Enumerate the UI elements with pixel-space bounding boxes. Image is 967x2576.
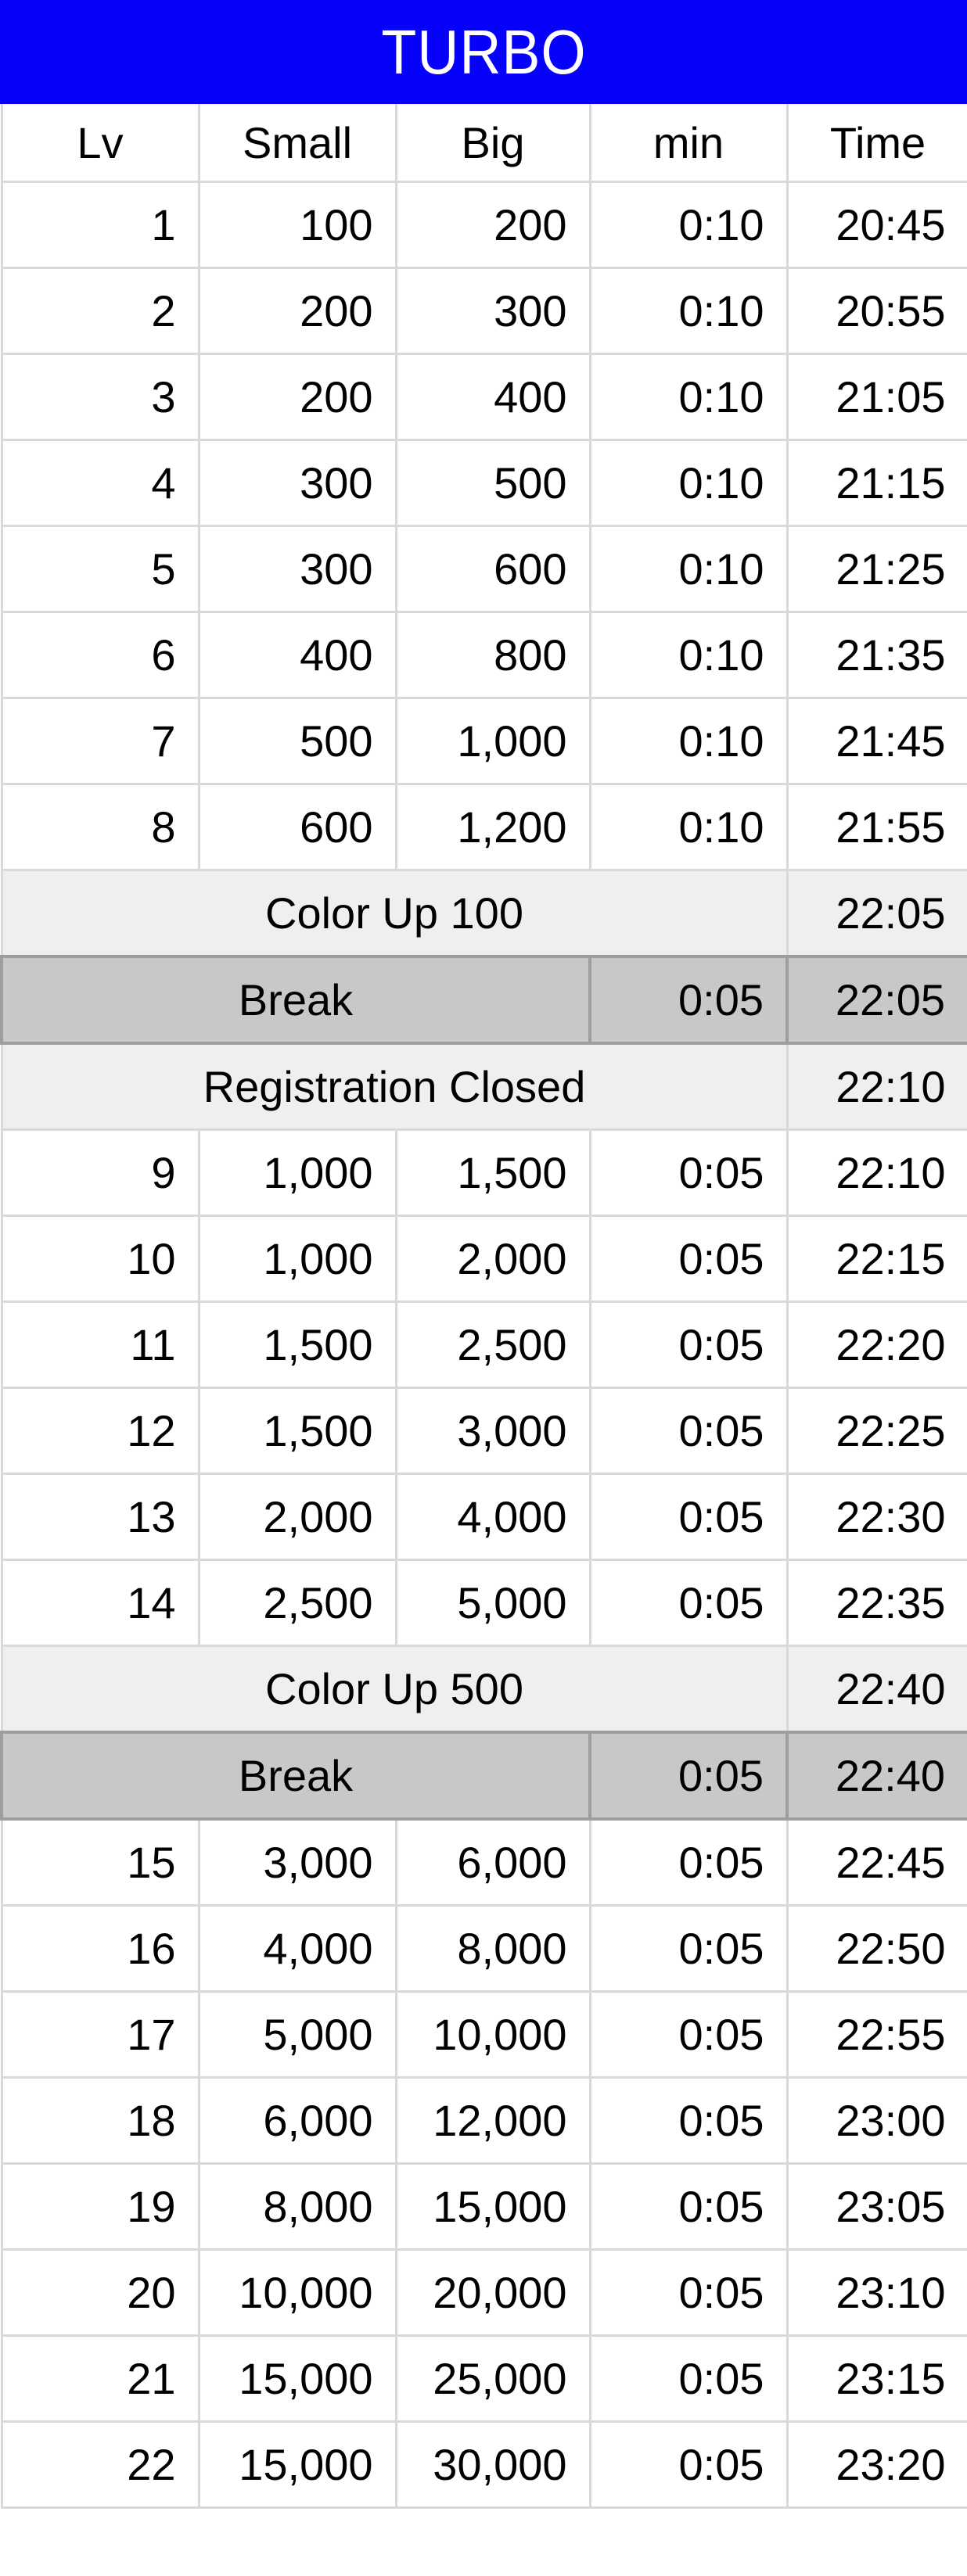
col-header-minutes: min bbox=[590, 104, 787, 182]
small-blind-cell: 5,000 bbox=[199, 1992, 396, 2078]
time-cell: 22:15 bbox=[787, 1216, 967, 1302]
small-blind-cell: 15,000 bbox=[199, 2336, 396, 2422]
table-row-notice bbox=[2, 870, 967, 957]
level-cell: 7 bbox=[2, 698, 199, 784]
minutes-cell: 0:05 bbox=[590, 1732, 787, 1819]
small-blind-cell: 200 bbox=[199, 354, 396, 440]
small-blind-cell: 1,500 bbox=[199, 1388, 396, 1474]
small-blind-cell: 200 bbox=[199, 268, 396, 354]
minutes-cell: 0:05 bbox=[590, 1992, 787, 2078]
time-cell: 22:55 bbox=[787, 1992, 967, 2078]
table-header bbox=[2, 104, 967, 182]
table-row-level bbox=[2, 1560, 967, 1646]
time-cell: 22:10 bbox=[787, 1130, 967, 1216]
break-label-cell: Break bbox=[2, 1732, 590, 1819]
big-blind-cell: 8,000 bbox=[396, 1906, 590, 1992]
table-row-break bbox=[2, 956, 967, 1043]
big-blind-cell: 4,000 bbox=[396, 1474, 590, 1560]
small-blind-cell: 600 bbox=[199, 784, 396, 870]
level-cell: 15 bbox=[2, 1819, 199, 1906]
small-blind-cell: 300 bbox=[199, 440, 396, 526]
time-cell: 22:10 bbox=[787, 1043, 967, 1130]
time-cell: 22:05 bbox=[787, 870, 967, 957]
time-cell: 23:00 bbox=[787, 2078, 967, 2164]
small-blind-cell: 300 bbox=[199, 526, 396, 612]
big-blind-cell: 500 bbox=[396, 440, 590, 526]
table-row-notice bbox=[2, 1043, 967, 1130]
time-cell: 21:15 bbox=[787, 440, 967, 526]
minutes-cell: 0:05 bbox=[590, 1474, 787, 1560]
table-row-level bbox=[2, 182, 967, 268]
level-cell: 14 bbox=[2, 1560, 199, 1646]
table-row-level bbox=[2, 1906, 967, 1992]
level-cell: 13 bbox=[2, 1474, 199, 1560]
header-row bbox=[2, 104, 967, 182]
level-cell: 5 bbox=[2, 526, 199, 612]
minutes-cell: 0:10 bbox=[590, 182, 787, 268]
table-row-level bbox=[2, 1302, 967, 1388]
level-cell: 20 bbox=[2, 2250, 199, 2336]
small-blind-cell: 100 bbox=[199, 182, 396, 268]
level-cell: 9 bbox=[2, 1130, 199, 1216]
big-blind-cell: 2,000 bbox=[396, 1216, 590, 1302]
time-cell: 20:55 bbox=[787, 268, 967, 354]
big-blind-cell: 800 bbox=[396, 612, 590, 698]
level-cell: 12 bbox=[2, 1388, 199, 1474]
level-cell: 17 bbox=[2, 1992, 199, 2078]
level-cell: 22 bbox=[2, 2422, 199, 2508]
table-row-level bbox=[2, 1388, 967, 1474]
level-cell: 8 bbox=[2, 784, 199, 870]
minutes-cell: 0:10 bbox=[590, 698, 787, 784]
table-row-notice bbox=[2, 1646, 967, 1733]
col-header-time: Time bbox=[787, 104, 967, 182]
table-row-level bbox=[2, 2336, 967, 2422]
tournament-title: TURBO bbox=[380, 16, 587, 87]
small-blind-cell: 500 bbox=[199, 698, 396, 784]
time-cell: 21:35 bbox=[787, 612, 967, 698]
table-row-level bbox=[2, 1130, 967, 1216]
small-blind-cell: 400 bbox=[199, 612, 396, 698]
col-header-level: Lv bbox=[2, 104, 199, 182]
time-cell: 22:25 bbox=[787, 1388, 967, 1474]
level-cell: 18 bbox=[2, 2078, 199, 2164]
minutes-cell: 0:10 bbox=[590, 268, 787, 354]
notice-label-cell: Color Up 100 bbox=[2, 870, 787, 957]
table-row-level bbox=[2, 1474, 967, 1560]
table-row-level bbox=[2, 612, 967, 698]
minutes-cell: 0:05 bbox=[590, 2336, 787, 2422]
big-blind-cell: 15,000 bbox=[396, 2164, 590, 2250]
notice-label-cell: Registration Closed bbox=[2, 1043, 787, 1130]
time-cell: 21:45 bbox=[787, 698, 967, 784]
table-row-level bbox=[2, 1216, 967, 1302]
time-cell: 21:55 bbox=[787, 784, 967, 870]
big-blind-cell: 25,000 bbox=[396, 2336, 590, 2422]
blind-structure-table bbox=[0, 104, 967, 2509]
time-cell: 20:45 bbox=[787, 182, 967, 268]
minutes-cell: 0:05 bbox=[590, 2164, 787, 2250]
big-blind-cell: 1,500 bbox=[396, 1130, 590, 1216]
minutes-cell: 0:10 bbox=[590, 612, 787, 698]
small-blind-cell: 1,000 bbox=[199, 1130, 396, 1216]
small-blind-cell: 6,000 bbox=[199, 2078, 396, 2164]
big-blind-cell: 400 bbox=[396, 354, 590, 440]
minutes-cell: 0:05 bbox=[590, 1819, 787, 1906]
minutes-cell: 0:10 bbox=[590, 354, 787, 440]
title-bar bbox=[0, 0, 967, 104]
small-blind-cell: 1,000 bbox=[199, 1216, 396, 1302]
big-blind-cell: 2,500 bbox=[396, 1302, 590, 1388]
time-cell: 22:50 bbox=[787, 1906, 967, 1992]
big-blind-cell: 10,000 bbox=[396, 1992, 590, 2078]
minutes-cell: 0:10 bbox=[590, 784, 787, 870]
minutes-cell: 0:10 bbox=[590, 526, 787, 612]
big-blind-cell: 30,000 bbox=[396, 2422, 590, 2508]
blind-table-body bbox=[2, 182, 967, 2508]
big-blind-cell: 6,000 bbox=[396, 1819, 590, 1906]
minutes-cell: 0:05 bbox=[590, 1302, 787, 1388]
level-cell: 1 bbox=[2, 182, 199, 268]
small-blind-cell: 2,000 bbox=[199, 1474, 396, 1560]
big-blind-cell: 600 bbox=[396, 526, 590, 612]
small-blind-cell: 4,000 bbox=[199, 1906, 396, 1992]
small-blind-cell: 8,000 bbox=[199, 2164, 396, 2250]
level-cell: 6 bbox=[2, 612, 199, 698]
small-blind-cell: 2,500 bbox=[199, 1560, 396, 1646]
small-blind-cell: 3,000 bbox=[199, 1819, 396, 1906]
big-blind-cell: 20,000 bbox=[396, 2250, 590, 2336]
big-blind-cell: 1,000 bbox=[396, 698, 590, 784]
time-cell: 23:10 bbox=[787, 2250, 967, 2336]
time-cell: 23:05 bbox=[787, 2164, 967, 2250]
minutes-cell: 0:05 bbox=[590, 1560, 787, 1646]
time-cell: 22:05 bbox=[787, 956, 967, 1043]
big-blind-cell: 1,200 bbox=[396, 784, 590, 870]
time-cell: 23:20 bbox=[787, 2422, 967, 2508]
time-cell: 22:40 bbox=[787, 1732, 967, 1819]
small-blind-cell: 10,000 bbox=[199, 2250, 396, 2336]
time-cell: 23:15 bbox=[787, 2336, 967, 2422]
table-row-level bbox=[2, 354, 967, 440]
minutes-cell: 0:05 bbox=[590, 1906, 787, 1992]
table-row-level bbox=[2, 1992, 967, 2078]
col-header-small-blind: Small bbox=[199, 104, 396, 182]
level-cell: 16 bbox=[2, 1906, 199, 1992]
time-cell: 22:35 bbox=[787, 1560, 967, 1646]
level-cell: 3 bbox=[2, 354, 199, 440]
break-label-cell: Break bbox=[2, 956, 590, 1043]
table-row-break bbox=[2, 1732, 967, 1819]
big-blind-cell: 3,000 bbox=[396, 1388, 590, 1474]
small-blind-cell: 15,000 bbox=[199, 2422, 396, 2508]
small-blind-cell: 1,500 bbox=[199, 1302, 396, 1388]
level-cell: 4 bbox=[2, 440, 199, 526]
big-blind-cell: 300 bbox=[396, 268, 590, 354]
level-cell: 21 bbox=[2, 2336, 199, 2422]
table-row-level bbox=[2, 2422, 967, 2508]
table-row-level bbox=[2, 440, 967, 526]
minutes-cell: 0:10 bbox=[590, 440, 787, 526]
table-row-level bbox=[2, 698, 967, 784]
minutes-cell: 0:05 bbox=[590, 1388, 787, 1474]
table-row-level bbox=[2, 784, 967, 870]
time-cell: 22:40 bbox=[787, 1646, 967, 1733]
minutes-cell: 0:05 bbox=[590, 956, 787, 1043]
table-row-level bbox=[2, 268, 967, 354]
col-header-big-blind: Big bbox=[396, 104, 590, 182]
minutes-cell: 0:05 bbox=[590, 2078, 787, 2164]
minutes-cell: 0:05 bbox=[590, 1216, 787, 1302]
table-row-level bbox=[2, 2250, 967, 2336]
minutes-cell: 0:05 bbox=[590, 2250, 787, 2336]
level-cell: 19 bbox=[2, 2164, 199, 2250]
time-cell: 22:30 bbox=[787, 1474, 967, 1560]
big-blind-cell: 5,000 bbox=[396, 1560, 590, 1646]
notice-label-cell: Color Up 500 bbox=[2, 1646, 787, 1733]
time-cell: 21:25 bbox=[787, 526, 967, 612]
table-row-level bbox=[2, 2164, 967, 2250]
time-cell: 21:05 bbox=[787, 354, 967, 440]
level-cell: 2 bbox=[2, 268, 199, 354]
time-cell: 22:45 bbox=[787, 1819, 967, 1906]
minutes-cell: 0:05 bbox=[590, 2422, 787, 2508]
big-blind-cell: 200 bbox=[396, 182, 590, 268]
level-cell: 10 bbox=[2, 1216, 199, 1302]
minutes-cell: 0:05 bbox=[590, 1130, 787, 1216]
big-blind-cell: 12,000 bbox=[396, 2078, 590, 2164]
level-cell: 11 bbox=[2, 1302, 199, 1388]
table-row-level bbox=[2, 1819, 967, 1906]
table-row-level bbox=[2, 2078, 967, 2164]
time-cell: 22:20 bbox=[787, 1302, 967, 1388]
table-row-level bbox=[2, 526, 967, 612]
